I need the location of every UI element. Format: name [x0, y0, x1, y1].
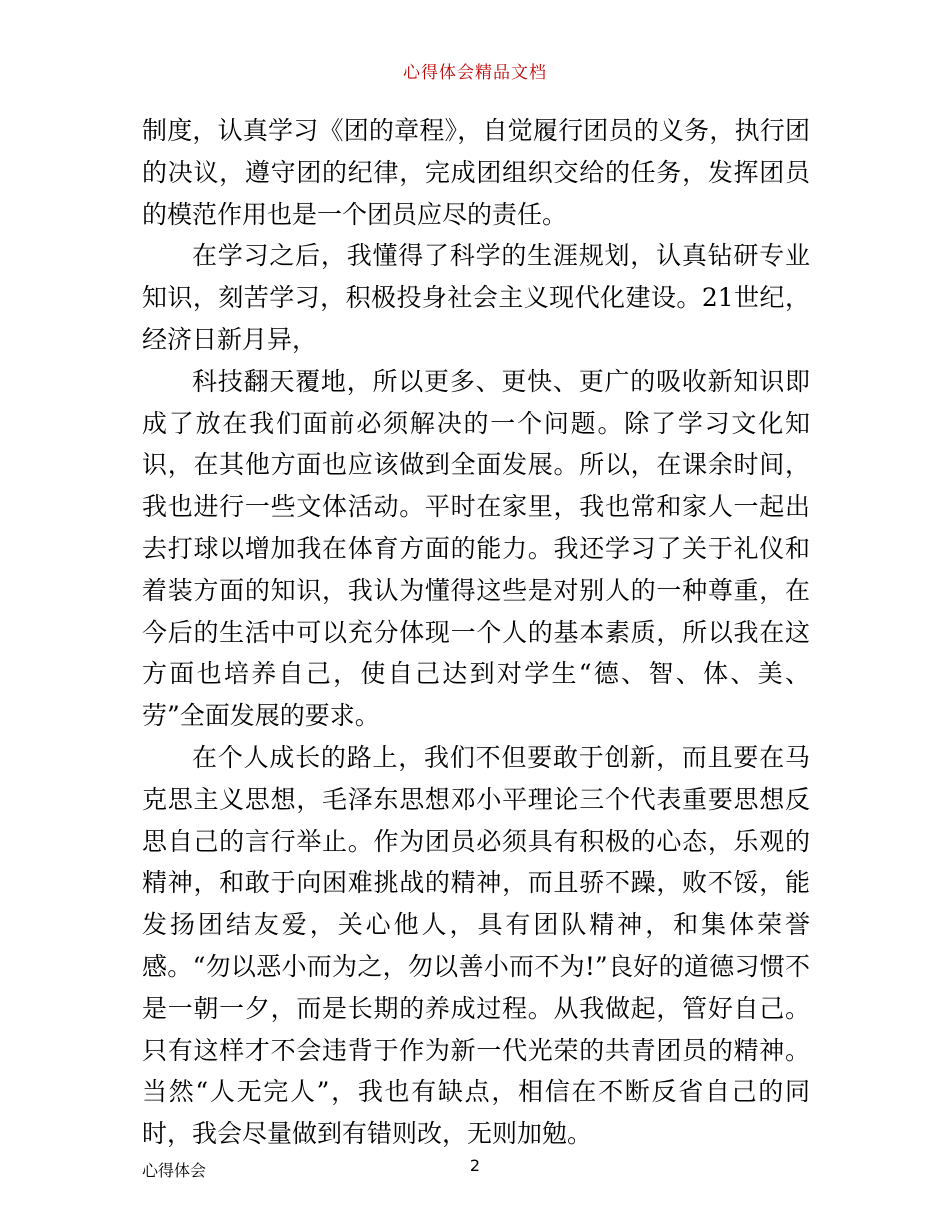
page-header-title: 心得体会精品文档: [403, 63, 547, 83]
document-body: [142, 110, 810, 1155]
paragraph-1: 制度，认真学习《团的章程》，自觉履行团员的义务，执行团的决议，遵守团的纪律，完成团组织交给的任务，发挥团员的模范作用也是一个团员应尽的责任。: [142, 116, 810, 229]
paragraph-3: 科技翻天覆地，所以更多、更快、更广的吸收新知识即成了放在我们面前必须解决的一个问题。除了学习文化知识，在其他方面也应该做到全面发展。所以，在课余时间，我也进行一些文体活动。平时在家里，我也常和家人一起出去打球以增加我在体育方面的能力。我还学习了关于礼仪和着装方面的知识，我认为懂得这些是对别人的一种尊重，在今后的生活中可以充分体现一个人的基本素质，所以我在这方面也培养自己，使自己达到对学生“德、智、体、美、劳”全面发展的要求。: [142, 366, 810, 731]
footer-label: 心得体会: [142, 1161, 207, 1180]
page-number: 2: [469, 1156, 481, 1175]
paragraph-2: 在学习之后，我懂得了科学的生涯规划，认真钻研专业知识，刻苦学习，积极投身社会主义现代化建设。21世纪，经济日新月异，: [142, 241, 810, 354]
paragraph-4: 在个人成长的路上，我们不但要敢于创新，而且要在马克思主义思想，毛泽东思想邓小平理论三个代表重要思想反思自己的言行举止。作为团员必须具有积极的心态，乐观的精神，和敢于向困难挑战的精神，而且骄不躁，败不馁，能发扬团结友爱，关心他人，具有团队精神，和集体荣誉感。“勿以恶小而为之，勿以善小而不为!”良好的道德习惯不是一朝一夕，而是长期的养成过程。从我做起，管好自己。只有这样才不会违背于作为新一代光荣的共青团员的精神。 当然“人无完人”，我也有缺点，相信在不断反省自己的同时，我会尽量做到有错则改，无则加勉。: [142, 742, 810, 1149]
